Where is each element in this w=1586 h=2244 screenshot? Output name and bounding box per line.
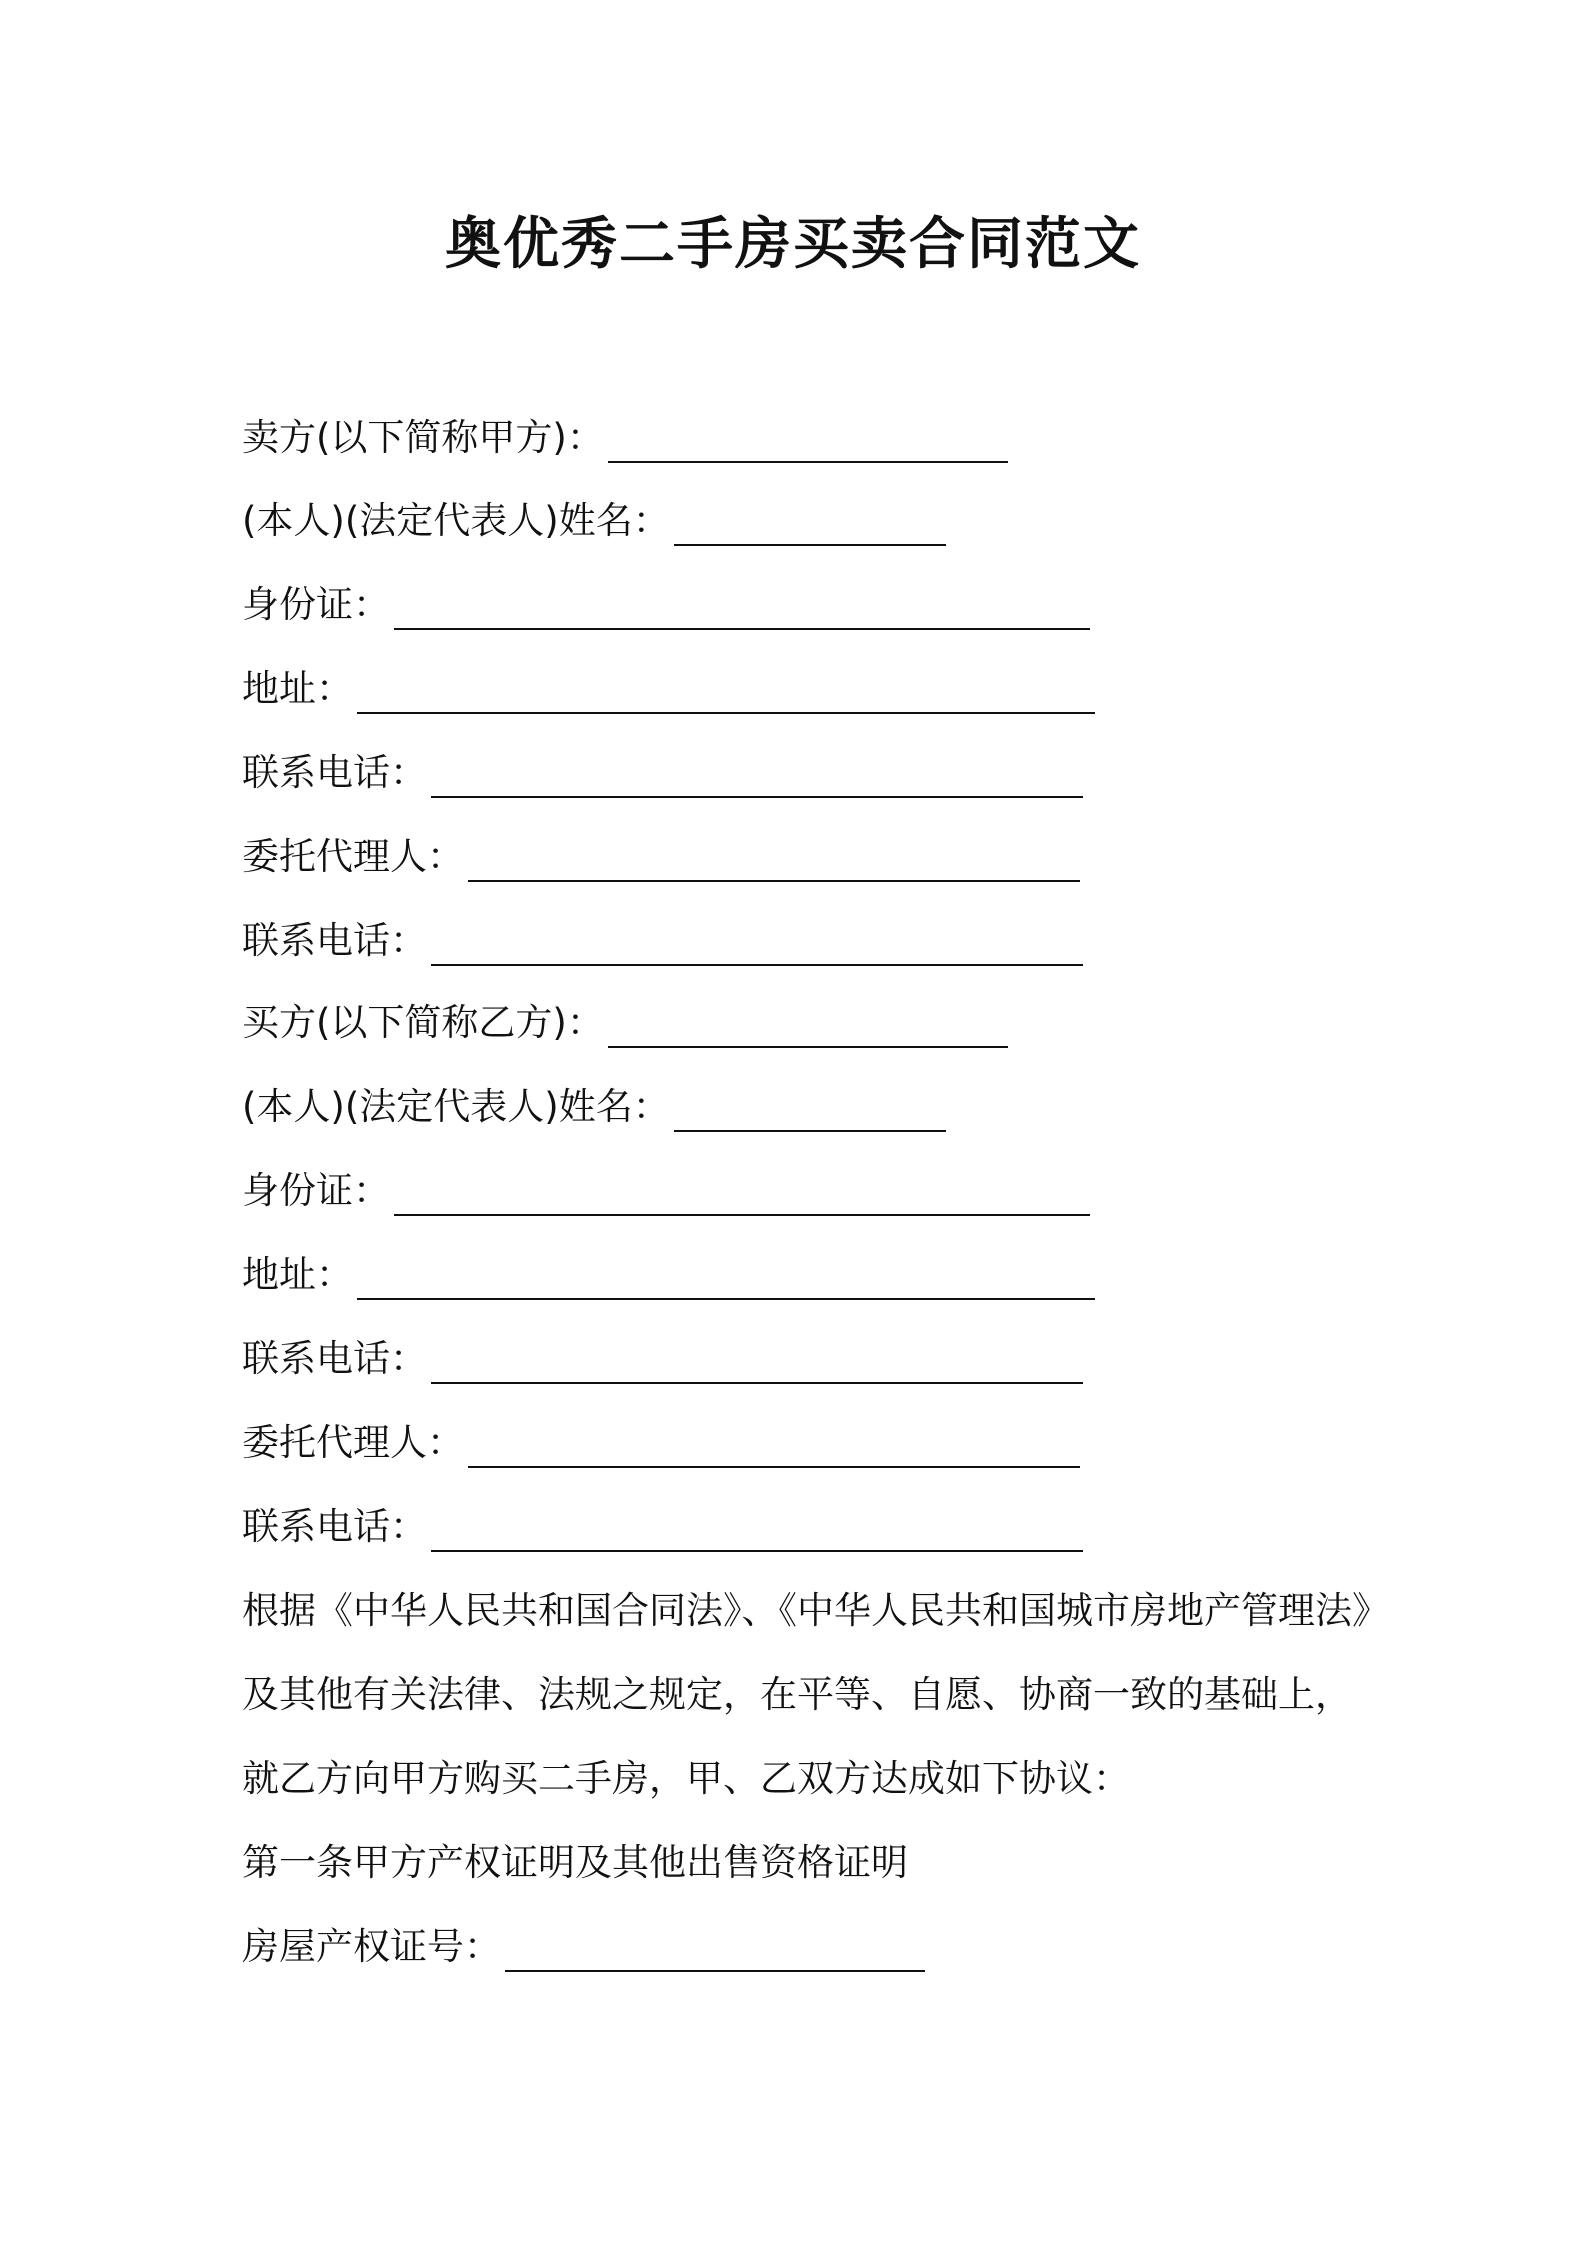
buyer-address-field bbox=[242, 1250, 1095, 1300]
fill-blank[interactable] bbox=[608, 1010, 1008, 1048]
buyer-phone-field bbox=[242, 1334, 1083, 1384]
field-label: 身份证： bbox=[242, 583, 390, 626]
fill-blank[interactable] bbox=[505, 1934, 925, 1972]
field-label: 地址： bbox=[242, 667, 353, 710]
seller-phone-field bbox=[242, 748, 1083, 798]
field-label: (本人)(法定代表人)姓名： bbox=[242, 1085, 670, 1128]
buyer-representative-field bbox=[242, 1082, 946, 1132]
field-label: 身份证： bbox=[242, 1169, 390, 1212]
fill-blank[interactable] bbox=[431, 928, 1083, 966]
field-label: 卖方(以下简称甲方)： bbox=[242, 416, 604, 459]
fill-blank[interactable] bbox=[431, 1514, 1083, 1552]
fill-blank[interactable] bbox=[608, 425, 1008, 463]
seller-agent-phone-field bbox=[242, 916, 1083, 966]
fill-blank[interactable] bbox=[431, 760, 1083, 798]
field-label: 委托代理人： bbox=[242, 1421, 464, 1464]
seller-agent-field bbox=[242, 832, 1080, 882]
buyer-name-field bbox=[242, 998, 1008, 1048]
fill-blank[interactable] bbox=[674, 508, 946, 546]
fill-blank[interactable] bbox=[468, 844, 1080, 882]
paragraph-line: 根据《中华人民共和国合同法》、《中华人民共和国城市房地产管理法》 bbox=[242, 1589, 1389, 1632]
field-label: 联系电话： bbox=[242, 919, 427, 962]
field-label: 联系电话： bbox=[242, 1337, 427, 1380]
fill-blank[interactable] bbox=[394, 592, 1090, 630]
seller-address-field bbox=[242, 664, 1095, 714]
field-label: (本人)(法定代表人)姓名： bbox=[242, 499, 670, 542]
field-label: 买方(以下简称乙方)： bbox=[242, 1001, 604, 1044]
seller-id-field bbox=[242, 580, 1090, 630]
fill-blank[interactable] bbox=[357, 676, 1095, 714]
fill-blank[interactable] bbox=[468, 1430, 1080, 1468]
property-certificate-field bbox=[242, 1922, 925, 1972]
seller-name-field bbox=[242, 413, 1008, 463]
paragraph-line: 及其他有关法律、法规之规定，在平等、自愿、协商一致的基础上， bbox=[242, 1673, 1352, 1716]
article-heading: 第一条甲方产权证明及其他出售资格证明 bbox=[242, 1841, 908, 1884]
fill-blank[interactable] bbox=[394, 1178, 1090, 1216]
document-title: 奥优秀二手房买卖合同范文 bbox=[445, 212, 1141, 277]
fill-blank[interactable] bbox=[674, 1094, 946, 1132]
buyer-agent-field bbox=[242, 1418, 1080, 1468]
buyer-agent-phone-field bbox=[242, 1502, 1083, 1552]
fill-blank[interactable] bbox=[357, 1262, 1095, 1300]
paragraph-line: 就乙方向甲方购买二手房，甲、乙双方达成如下协议： bbox=[242, 1757, 1130, 1800]
seller-representative-field bbox=[242, 496, 946, 546]
field-label: 地址： bbox=[242, 1253, 353, 1296]
field-label: 联系电话： bbox=[242, 1505, 427, 1548]
fill-blank[interactable] bbox=[431, 1346, 1083, 1384]
field-label: 委托代理人： bbox=[242, 835, 464, 878]
buyer-id-field bbox=[242, 1166, 1090, 1216]
field-label: 联系电话： bbox=[242, 751, 427, 794]
field-label: 房屋产权证号： bbox=[242, 1925, 501, 1968]
